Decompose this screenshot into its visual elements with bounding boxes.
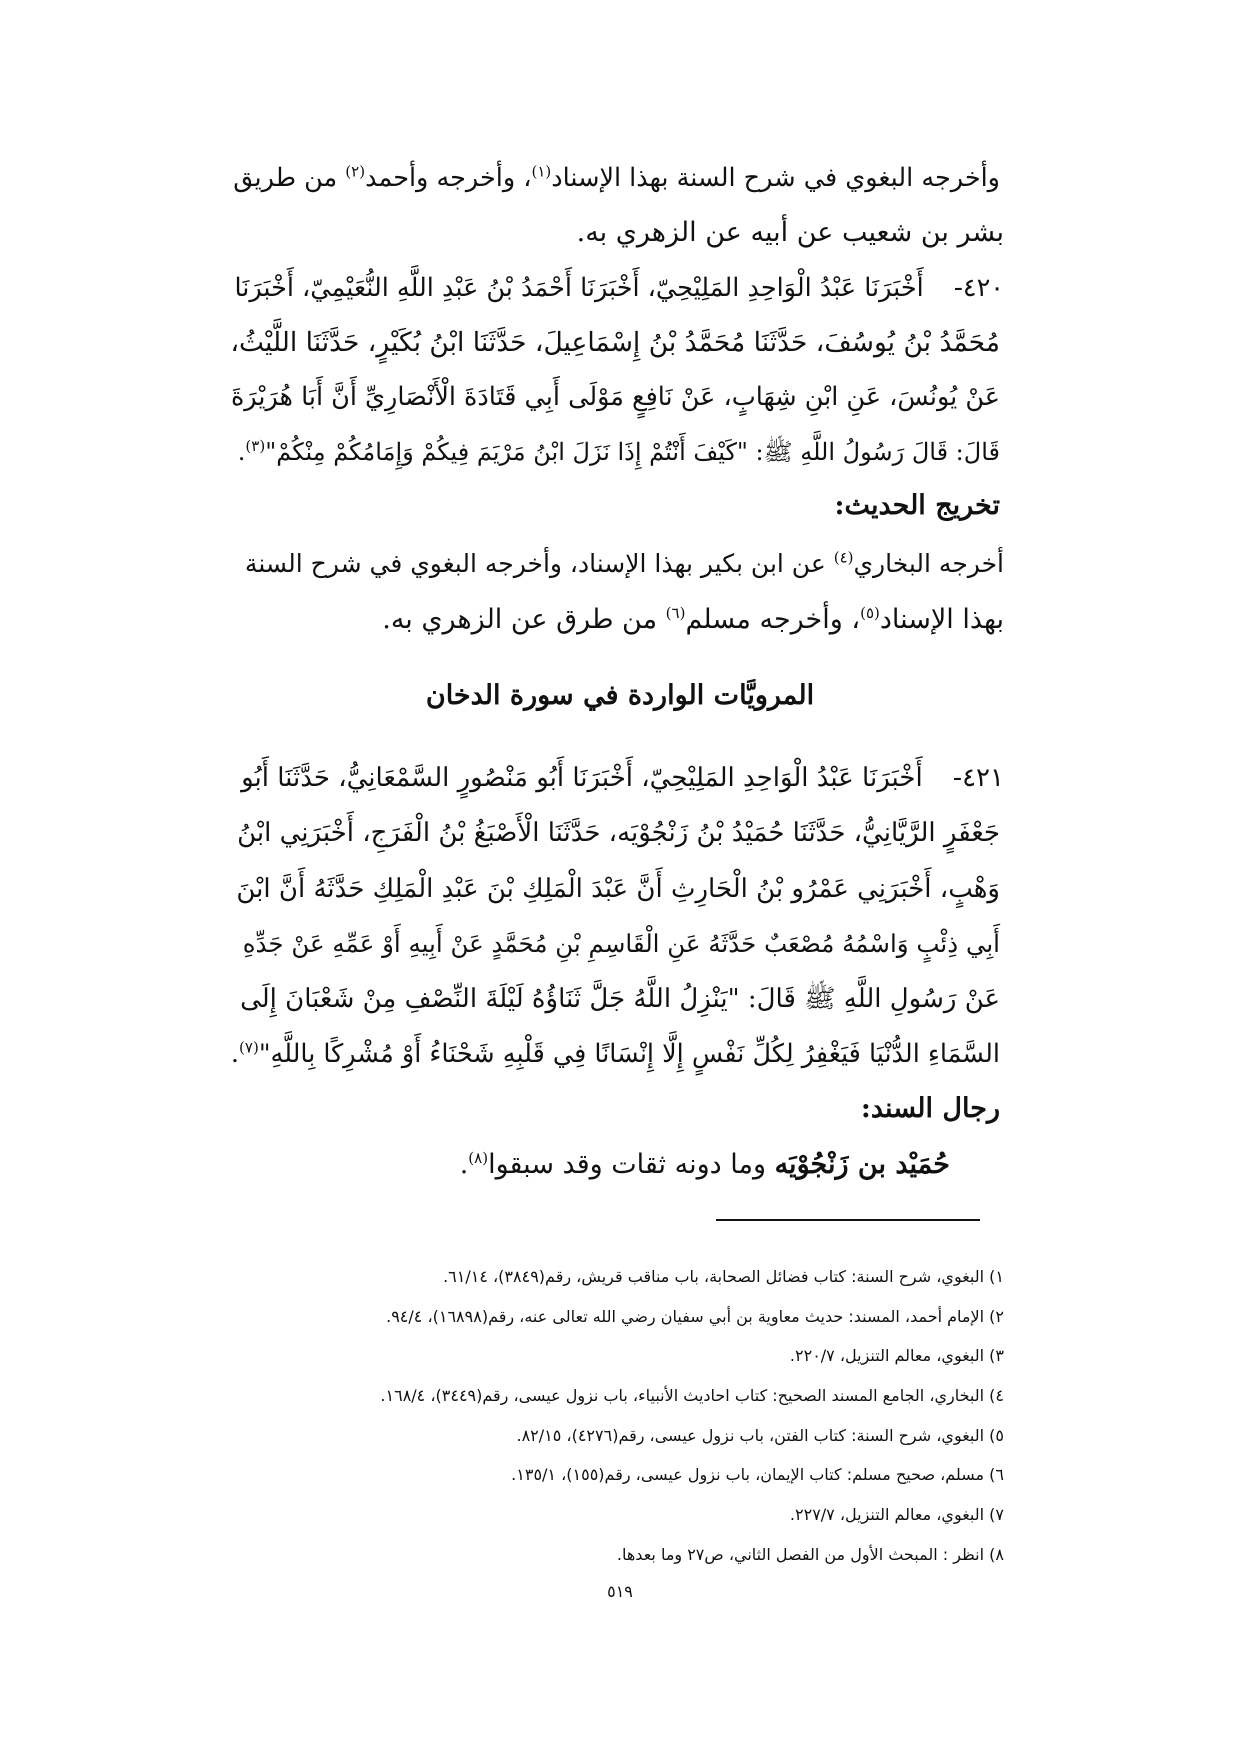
- footnote-8: ٨) انظر : المبحث الأول من الفصل الثاني، ص٢٧ وما بعدها.: [616, 1545, 1004, 1564]
- text-run: أَخْبَرَنَا عَبْدُ الْوَاحِدِ المَلِيْحِيّ، أَخْبَرَنَا أَبُو مَنْصُورٍ السَّمْعَانِيُّ، حَدَّثَنَا أَبُو: [241, 763, 923, 793]
- footnote-ref-1[interactable]: (١): [531, 162, 552, 181]
- footnote-separator: [716, 1219, 980, 1221]
- footnote-ref-7[interactable]: (٧): [239, 1038, 259, 1057]
- text-run: عن ابن بكير بهذا الإسناد، وأخرجه البغوي في شرح السنة: [244, 549, 834, 578]
- hadith-421-line-1: [241, 756, 1004, 800]
- text-run: وأخرجه البغوي في شرح السنة بهذا الإسناد: [551, 163, 1000, 193]
- text-run: جَعْفَرٍ الرَّيَّانِيُّ، حَدَّثَنَا حُمَيْدُ بْنُ زَنْجُوْيَه، حَدَّثَنَا الْأَصْبَغُ بْنُ الْفَرَجِ، أَخْبَرَنِي ابْنُ: [237, 818, 1000, 848]
- text-run: .: [230, 1039, 240, 1069]
- takhrij-heading: تخريج الحديث:: [834, 490, 1000, 521]
- hadith-420-line-4: [238, 430, 1000, 474]
- footnote-ref-6[interactable]: (٦): [665, 604, 686, 622]
- text-run: بهذا الإسناد: [879, 604, 1004, 635]
- footnote-ref-3[interactable]: (٣): [245, 437, 266, 455]
- text-run: أَبِي ذِئْبٍ وَاسْمُهُ مُصْعَبٌ حَدَّثَهُ عَنِ الْقَاسِمِ بْنِ مُحَمَّدٍ عَنْ أَبِيهِ أَوْ عَمِّهِ عَنْ جَدِّهِ: [242, 929, 1000, 958]
- page-number: ٥١٩: [607, 1582, 633, 1601]
- hadith-421-line-2: [237, 811, 1000, 855]
- footnote-2: ٢) الإمام أحمد، المسند: حديث معاوية بن أبي سفيان رضي الله تعالى عنه، رقم(١٦٨٩٨)، ٩٤/٤.: [386, 1307, 1004, 1326]
- hadith-421-line-4: [243, 922, 1000, 966]
- footnote-ref-4[interactable]: (٤): [833, 548, 854, 567]
- text-run: من طريق: [233, 163, 346, 193]
- hadith-number: ٤٢٠-: [953, 273, 1004, 303]
- footnote-ref-5[interactable]: (٥): [860, 604, 880, 622]
- hadith-number: ٤٢١-: [952, 763, 1004, 793]
- text-run: أخرجه البخاري: [853, 549, 1004, 578]
- text-run: .: [459, 1149, 469, 1180]
- text-run: قَالَ: قَالَ رَسُولُ اللَّهِ ﷺ: "كَيْفَ أَنْتُمْ إِذَا نَزَلَ ابْنُ مَرْيَمَ فِيكُمْ وَإِمَامُكُمْ مِنْكُمْ": [265, 438, 1000, 466]
- paragraph-1-line-1: [233, 156, 1000, 200]
- text-run: مُحَمَّدُ بْنُ يُوسُفَ، حَدَّثَنَا مُحَمَّدُ بْنُ إِسْمَاعِيلَ، حَدَّثَنَا ابْنُ بُكَيْرٍ، حَدَّثَنَا اللَّيْثُ،: [230, 327, 1000, 358]
- footnote-6: ٦) مسلم، صحيح مسلم: كتاب الإيمان، باب نزول عيسى، رقم(١٥٥)، ١٣٥/١.: [511, 1465, 1004, 1484]
- section-heading: المرويَّات الواردة في سورة الدخان: [425, 680, 815, 711]
- text-run: وما دونه ثقات وقد سبقوا: [488, 1149, 775, 1180]
- text-run: أَخْبَرَنَا عَبْدُ الْوَاحِدِ المَلِيْحِيّ، أَخْبَرَنَا أَحْمَدُ بْنُ عَبْدِ اللَّهِ النُّعَيْمِيّ، أَخْبَرَنَا: [234, 273, 924, 303]
- text-run: .: [237, 438, 246, 466]
- text-run: عَنْ رَسُولِ اللَّهِ ﷺ قَالَ: "يَنْزِلُ اللَّهُ جَلَّ ثَنَاؤُهُ لَيْلَةَ النِّصْفِ مِنْ شَعْبَانَ إِلَى: [240, 984, 1000, 1014]
- paragraph-1-line-2: [577, 211, 1004, 255]
- text-run: ، وأخرجه وأحمد: [365, 163, 532, 193]
- narrator-name: حُمَيْد بن زَنْجُوْيَه: [774, 1149, 950, 1180]
- footnote-5: ٥) البغوي، شرح السنة: كتاب الفتن، باب نزول عيسى، رقم(٤٢٧٦)، ٨٢/١٥.: [516, 1426, 1004, 1445]
- text-run: من طرق عن الزهري به.: [382, 604, 666, 635]
- hadith-420-line-3: [231, 375, 1000, 419]
- text-run: ، وأخرجه مسلم: [685, 604, 861, 635]
- rijal-heading: رجال السند:: [860, 1093, 1000, 1124]
- takhrij-line-2: [382, 598, 1004, 642]
- hadith-421-line-5: [240, 977, 1000, 1021]
- text-run: بشر بن شعيب عن أبيه عن الزهري به.: [576, 217, 1004, 248]
- footnote-1: ١) البغوي، شرح السنة: كتاب فضائل الصحابة، باب مناقب قريش، رقم(٣٨٤٩)، ٦١/١٤.: [443, 1267, 1004, 1286]
- footnote-7: ٧) البغوي، معالم التنزيل، ٢٢٧/٧.: [789, 1505, 1004, 1524]
- rijal-line: [460, 1143, 950, 1187]
- text-run: السَّمَاءِ الدُّنْيَا فَيَغْفِرُ لِكُلِّ نَفْسٍ إِلَّا إِنْسَانًا فِي قَلْبِهِ شَحْنَاءُ أَوْ مُشْرِكًا بِاللَّهِ": [258, 1039, 1000, 1069]
- hadith-420-line-1: [234, 266, 1004, 310]
- footnote-ref-2[interactable]: (٢): [345, 162, 366, 181]
- text-run: وَهْبٍ، أَخْبَرَنِي عَمْرُو بْنُ الْحَارِثِ أَنَّ عَبْدَ الْمَلِكِ بْنَ عَبْدِ الْمَلِكِ حَدَّثَهُ أَنَّ ابْنَ: [236, 874, 1000, 904]
- hadith-421-line-6: [231, 1032, 1000, 1076]
- footnote-3: ٣) البغوي، معالم التنزيل، ٢٢٠/٧.: [789, 1346, 1004, 1365]
- text-run: عَنْ يُونُسَ، عَنِ ابْنِ شِهَابٍ، عَنْ نَافِعٍ مَوْلَى أَبِي قَتَادَةَ الْأَنْصَارِيِّ أَنَّ أَبَا هُرَيْرَةَ: [230, 382, 1000, 412]
- footnote-4: ٤) البخاري، الجامع المسند الصحيح: كتاب احاديث الأنبياء، باب نزول عيسى، رقم(٣٤٤٩)، ١٦٨/٤.: [380, 1386, 1004, 1405]
- footnote-ref-8[interactable]: (٨): [468, 1149, 489, 1167]
- takhrij-line-1: [245, 542, 1004, 586]
- hadith-420-line-2: [230, 321, 1000, 365]
- hadith-421-line-3: [236, 867, 1000, 911]
